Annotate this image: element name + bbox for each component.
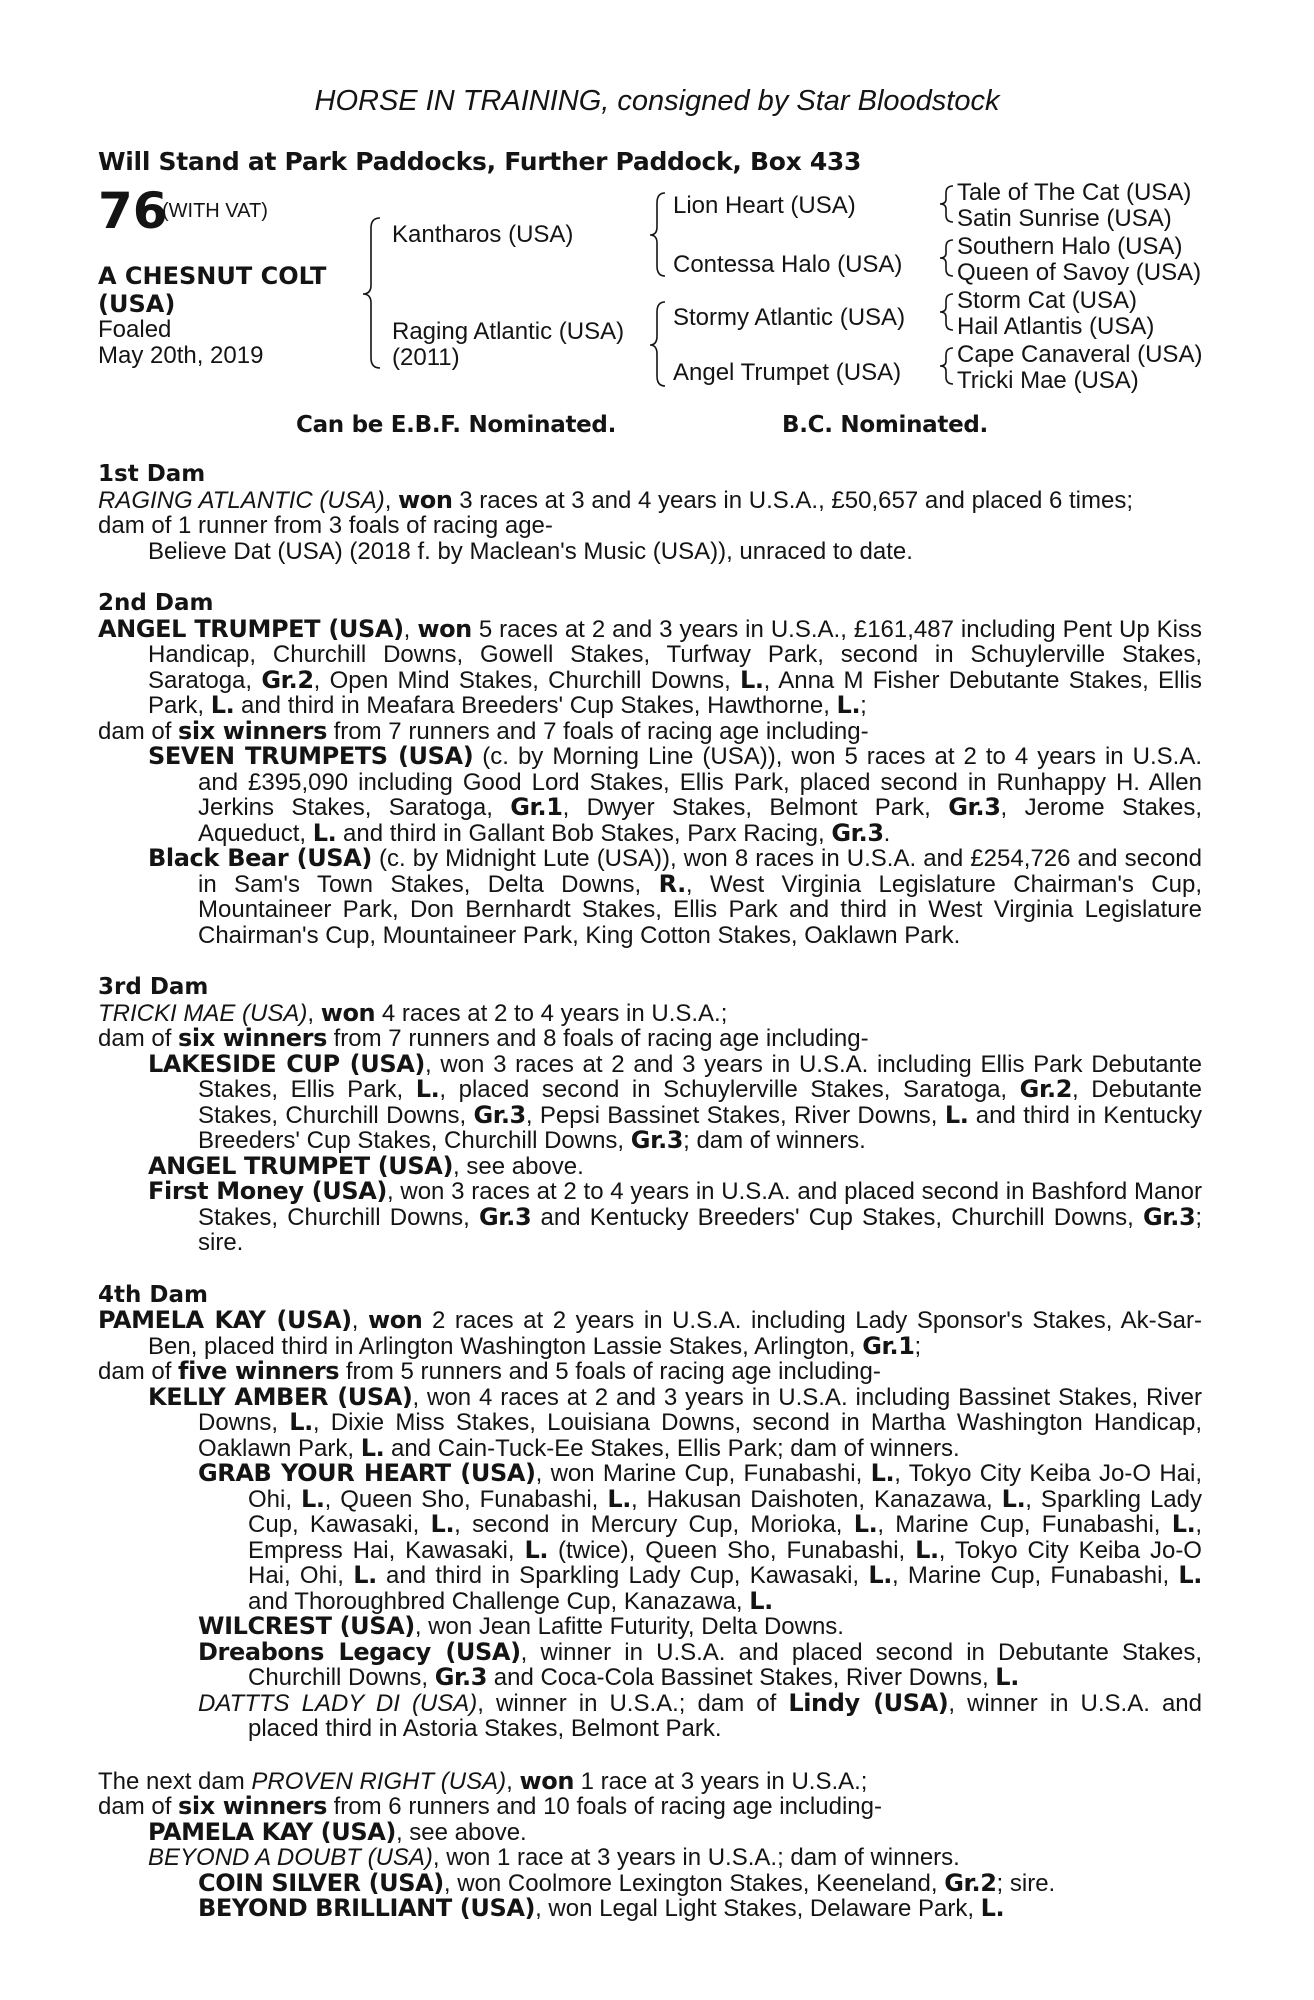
text-run: Believe Dat (USA) (2018 f. by Maclean's Music (USA)), unraced to date.: [148, 537, 913, 565]
pedigree-paragraph: [98, 1614, 1202, 1640]
g3-ancestor: Cape Canaveral (USA): [957, 341, 1203, 368]
text-run: and Coca-Cola Bassinet Stakes, River Downs,: [487, 1664, 996, 1691]
text-run: 1 race at 3 years in U.S.A.;: [574, 1767, 868, 1795]
text-run: , won Legal Light Stakes, Delaware Park,: [535, 1895, 981, 1922]
text-run: , second in Mercury Cup, Morioka,: [454, 1511, 854, 1538]
bold-text: KELLY AMBER (USA): [148, 1382, 413, 1411]
bold-text: LAKESIDE CUP (USA): [148, 1049, 425, 1078]
text-run: , Open Mind Stakes, Churchill Downs,: [313, 666, 740, 694]
text-run: The next dam: [98, 1767, 252, 1795]
italic-text: PROVEN RIGHT (USA): [251, 1767, 507, 1795]
bold-text: L.: [836, 691, 861, 719]
text-run: and Thoroughbred Challenge Cup, Kanazawa,: [248, 1587, 750, 1615]
bold-text: won: [398, 485, 453, 514]
text-run: , Empress Hai, Kawasaki,: [248, 1511, 1202, 1564]
text-run: , Anna M Fisher Debutante Stakes, Ellis Park,: [148, 666, 1202, 719]
g3-ancestor: Tale of The Cat (USA): [957, 179, 1192, 206]
bold-text: Gr.2: [944, 1868, 997, 1897]
dam-section: [98, 975, 1202, 1256]
foaled-label: Foaled: [98, 316, 172, 343]
text-run: , Marine Cup, Funabashi,: [877, 1511, 1172, 1538]
bold-text: L.: [1171, 1510, 1196, 1538]
bold-text: COIN SILVER (USA): [198, 1868, 444, 1897]
pedigree-paragraph: [98, 1049, 1203, 1154]
pedigree-paragraph: [98, 1151, 1202, 1180]
text-run: , Tokyo City Keiba Jo-O Hai, Ohi,: [248, 1460, 1202, 1513]
text-run: and Cain-Tuck-Ee Stakes, Ellis Park; dam of winners.: [384, 1434, 960, 1462]
stand-location: Will Stand at Park Paddocks, Further Paddock, Box 433: [98, 147, 862, 176]
text-run: (twice), Queen Sho, Funabashi,: [548, 1536, 916, 1564]
text-run: , Dixie Miss Stakes, Louisiana Downs, second in Martha Washington Handicap, Oaklawn Park,: [198, 1409, 1203, 1462]
text-run: , won Marine Cup, Funabashi,: [535, 1460, 871, 1487]
pedigree-paragraph: [98, 485, 1202, 514]
text-run: , placed second in Schuylerville Stakes, Saratoga,: [439, 1076, 1020, 1103]
pedigree-paragraph: [98, 1026, 1202, 1052]
bracket-g3-3: [940, 294, 953, 330]
text-run: , won 3 races at 2 to 4 years in U.S.A. and placed second in Bashford Manor Stakes, Churchill Downs,: [198, 1178, 1202, 1231]
bold-text: L.: [944, 1100, 969, 1129]
bold-text: L.: [870, 1459, 895, 1487]
pedigree-paragraph: [98, 1461, 1202, 1614]
text-run: from 7 runners and 8 foals of racing age including-: [326, 1025, 869, 1052]
text-run: and Kentucky Breeders' Cup Stakes, Churchill Downs,: [531, 1203, 1143, 1231]
sire-name: Kantharos (USA): [392, 221, 574, 248]
bracket-lot: [363, 218, 380, 368]
pedigree-paragraph: [98, 1308, 1202, 1359]
dam-year: (2011): [392, 344, 460, 371]
g3-ancestor: Satin Sunrise (USA): [957, 205, 1172, 232]
dam-heading: 2nd Dam: [98, 590, 214, 616]
bracket-g3-4: [940, 348, 953, 384]
dam-section: [98, 1766, 1202, 1922]
text-run: , see above.: [395, 1818, 527, 1846]
bold-text: won: [320, 998, 376, 1027]
bold-text: ANGEL TRUMPET (USA): [148, 1151, 454, 1180]
text-run: (c. by Morning Line (USA)), won 5 races at 2 to 4 years in U.S.A. and £395,090 including Good Lord Stakes, Ellis Park, placed second in Runhappy H. Allen Jerkins Stakes, Saratoga,: [198, 743, 1202, 821]
bc-nomination: B.C. Nominated.: [782, 412, 988, 438]
bold-text: L.: [289, 1408, 313, 1436]
italic-text: DATTTS LADY DI (USA): [198, 1689, 478, 1717]
text-run: dam of 1 runner from 3 foals of racing age-: [98, 512, 553, 539]
pedigree-paragraph: [98, 539, 1202, 565]
text-run: , Queen Sho, Funabashi,: [324, 1485, 608, 1513]
bold-text: Gr.3: [948, 793, 1001, 821]
text-run: from 7 runners and 7 foals of racing age including-: [326, 717, 869, 745]
bold-text: Gr.3: [1142, 1202, 1196, 1231]
bold-text: Black Bear (USA): [148, 844, 372, 872]
bold-text: won: [367, 1306, 423, 1334]
sire-dam: Contessa Halo (USA): [673, 251, 903, 278]
text-run: , winner in U.S.A. and placed third in Astoria Stakes, Belmont Park.: [248, 1689, 1202, 1742]
bold-text: L.: [312, 818, 337, 847]
bold-text: ANGEL TRUMPET (USA): [98, 614, 404, 643]
horse-country: (USA): [98, 290, 176, 318]
bold-text: six winners: [178, 1792, 327, 1820]
bold-text: L.: [868, 1561, 892, 1589]
pedigree-paragraph: [98, 1794, 1202, 1820]
text-run: and third in Kentucky Breeders' Cup Stakes, Churchill Downs,: [198, 1101, 1202, 1154]
bold-text: L.: [210, 691, 235, 719]
bold-text: won: [417, 614, 472, 643]
text-run: , West Virginia Legislature Chairman's Cup, Mountaineer Park, Don Bernhardt Stakes, Ellis Park and third in West Virginia Legislature Chairman's Cup, Mountaineer Park, King Cotton Stakes, Oaklawn Park.: [198, 870, 1202, 949]
text-run: , winner in U.S.A. and placed second in Debutante Stakes, Churchill Downs,: [248, 1638, 1202, 1691]
bold-text: L.: [430, 1510, 455, 1538]
bold-text: Gr.3: [473, 1100, 526, 1129]
text-run: , won 3 races at 2 and 3 years in U.S.A. including Ellis Park Debutante Stakes, Ellis Park,: [198, 1050, 1202, 1103]
text-run: dam of: [98, 1025, 179, 1052]
bold-text: five winners: [178, 1357, 340, 1385]
text-run: ;: [914, 1332, 922, 1360]
g3-ancestor: Hail Atlantis (USA): [957, 313, 1155, 340]
bold-text: Gr.2: [1019, 1075, 1073, 1103]
bold-text: First Money (USA): [148, 1177, 387, 1205]
pedigree-paragraph: [98, 1766, 1202, 1795]
bold-text: PAMELA KAY (USA): [148, 1817, 396, 1846]
text-run: ; dam of winners.: [683, 1127, 866, 1154]
text-run: and third in Gallant Bob Stakes, Parx Racing,: [336, 819, 832, 847]
dam-section: [98, 1283, 1202, 1742]
pedigree-paragraph: [98, 1845, 1202, 1871]
text-run: ,: [307, 999, 321, 1027]
italic-text: BEYOND A DOUBT (USA): [148, 1844, 433, 1871]
bold-text: WILCREST (USA): [198, 1612, 415, 1640]
dam-heading: 4th Dam: [98, 1281, 208, 1308]
g3-ancestor: Southern Halo (USA): [957, 233, 1183, 260]
text-run: , won Jean Lafitte Futurity, Delta Downs.: [414, 1613, 844, 1640]
bold-text: Gr.3: [434, 1663, 488, 1691]
bracket-sire: [650, 193, 665, 276]
bold-text: L.: [915, 1535, 939, 1564]
bold-text: L.: [749, 1586, 773, 1615]
bracket-dam: [650, 302, 665, 386]
text-run: , Jerome Stakes, Aqueduct,: [198, 794, 1202, 847]
text-run: , Pepsi Bassinet Stakes, River Downs,: [525, 1101, 945, 1129]
text-run: ,: [351, 1307, 368, 1334]
pedigree-paragraph: [98, 846, 1202, 948]
text-run: 5 races at 2 and 3 years in U.S.A., £161,487 including Pent Up Kiss Handicap, Churchill Downs, Gowell Stakes, Turfway Park, second in Schuylerville Stakes, Saratoga,: [148, 615, 1202, 694]
pedigree-paragraph: [98, 614, 1202, 719]
bold-text: L.: [607, 1484, 631, 1513]
text-run: , Debutante Stakes, Churchill Downs,: [198, 1076, 1203, 1129]
pedigree-paragraph: [98, 1359, 1202, 1385]
bold-text: Lindy (USA): [788, 1688, 949, 1717]
sire-sire: Lion Heart (USA): [673, 192, 856, 219]
dam-line-body: [98, 462, 1202, 1949]
bold-text: six winners: [178, 1024, 327, 1052]
bold-text: L.: [853, 1510, 878, 1538]
dam-section: [98, 591, 1202, 948]
bold-text: Gr.3: [831, 818, 884, 847]
text-run: .: [883, 819, 891, 847]
vat-note: (WITH VAT): [162, 200, 268, 222]
dam-section: [98, 462, 1202, 564]
bold-text: L.: [360, 1433, 385, 1462]
text-run: and third in Meafara Breeders' Cup Stakes, Hawthorne,: [234, 692, 837, 719]
bold-text: Gr.1: [510, 793, 563, 821]
pedigree-paragraph: [98, 744, 1202, 846]
pedigree-paragraph: [98, 1817, 1202, 1846]
text-run: ,: [384, 486, 399, 514]
pedigree-paragraph: [98, 1896, 1202, 1922]
pedigree-paragraph: [98, 1382, 1203, 1462]
dam-dam: Angel Trumpet (USA): [673, 359, 902, 386]
dam-sire: Stormy Atlantic (USA): [673, 304, 906, 331]
text-run: ;: [860, 692, 867, 719]
bold-text: R.: [658, 869, 686, 898]
text-run: 4 races at 2 to 4 years in U.S.A.;: [375, 999, 728, 1027]
text-run: dam of: [98, 1793, 179, 1820]
bold-text: L.: [300, 1484, 325, 1513]
italic-text: TRICKI MAE (USA): [98, 999, 308, 1027]
text-run: ,: [403, 615, 418, 643]
bold-text: GRAB YOUR HEART (USA): [198, 1459, 536, 1487]
bracket-g3-2: [940, 240, 953, 276]
bold-text: Gr.3: [478, 1202, 532, 1231]
text-run: , Tokyo City Keiba Jo-O Hai, Ohi,: [248, 1536, 1202, 1589]
g3-ancestor: Queen of Savoy (USA): [957, 259, 1202, 286]
text-run: ,: [506, 1767, 520, 1795]
g3-ancestor: Storm Cat (USA): [957, 287, 1138, 314]
bold-text: L.: [740, 665, 764, 694]
text-run: 2 races at 2 years in U.S.A. including Lady Sponsor's Stakes, Ak-Sar-Ben, placed third in Arlington Washington Lassie Stakes, Arlington,: [148, 1307, 1202, 1360]
lot-number: 76: [98, 182, 168, 240]
text-run: 3 races at 3 and 4 years in U.S.A., £50,657 and placed 6 times;: [452, 486, 1133, 514]
text-run: and third in Sparkling Lady Cup, Kawasaki,: [376, 1562, 869, 1589]
bold-text: SEVEN TRUMPETS (USA): [148, 742, 474, 770]
text-run: , won 4 races at 2 and 3 years in U.S.A. including Bassinet Stakes, River Downs,: [198, 1383, 1202, 1436]
consignment-line: HORSE IN TRAINING, consigned by Star Bloodstock: [314, 85, 1000, 117]
text-run: dam of: [98, 1358, 179, 1385]
pedigree-paragraph: [98, 1179, 1202, 1256]
horse-title: A CHESNUT COLT: [98, 262, 327, 290]
text-run: ; sire.: [996, 1869, 1056, 1897]
bold-text: L.: [1178, 1561, 1203, 1589]
bold-text: L.: [980, 1894, 1005, 1922]
bold-text: BEYOND BRILLIANT (USA): [198, 1894, 536, 1922]
text-run: , Dwyer Stakes, Belmont Park,: [562, 794, 949, 821]
pedigree-paragraph: [98, 998, 1202, 1027]
text-run: , winner in U.S.A.; dam of: [477, 1689, 789, 1717]
pedigree-paragraph: [98, 1868, 1202, 1897]
bold-text: L.: [353, 1561, 377, 1589]
pedigree-paragraph: [98, 1688, 1202, 1742]
text-run: , won 1 race at 3 years in U.S.A.; dam of winners.: [432, 1844, 960, 1871]
italic-text: RAGING ATLANTIC (USA): [98, 486, 385, 514]
pedigree-paragraph: [98, 716, 1202, 745]
text-run: (c. by Midnight Lute (USA)), won 8 races in U.S.A. and £254,726 and second in Sam's Town Stakes, Delta Downs,: [198, 845, 1202, 898]
text-run: , Sparkling Lady Cup, Kawasaki,: [248, 1485, 1202, 1538]
text-run: , won Coolmore Lexington Stakes, Keeneland,: [443, 1869, 945, 1897]
bracket-g3-1: [940, 186, 953, 222]
bold-text: Gr.3: [630, 1126, 684, 1154]
bold-text: PAMELA KAY (USA): [98, 1306, 352, 1334]
bold-text: Dreabons Legacy (USA): [198, 1637, 521, 1666]
bold-text: L.: [524, 1535, 549, 1564]
pedigree-paragraph: [98, 513, 1202, 539]
text-run: dam of: [98, 717, 179, 745]
text-run: , see above.: [453, 1152, 584, 1180]
bold-text: six winners: [178, 716, 327, 745]
pedigree-paragraph: [98, 1637, 1202, 1691]
text-run: from 5 runners and 5 foals of racing age including-: [339, 1358, 881, 1385]
dam-name: Raging Atlantic (USA): [392, 318, 625, 345]
bold-text: Gr.1: [862, 1331, 915, 1360]
bold-text: L.: [415, 1075, 440, 1103]
ebf-nomination: Can be E.B.F. Nominated.: [296, 412, 617, 438]
foaled-date: May 20th, 2019: [98, 342, 264, 369]
dam-heading: 1st Dam: [98, 461, 206, 487]
bold-text: Gr.2: [261, 665, 314, 694]
text-run: ; sire.: [198, 1203, 1202, 1256]
g3-ancestor: Tricki Mae (USA): [957, 367, 1139, 394]
text-run: , Hakusan Daishoten, Kanazawa,: [630, 1485, 1002, 1513]
bold-text: won: [519, 1766, 574, 1795]
bold-text: L.: [995, 1663, 1019, 1691]
dam-heading: 3rd Dam: [98, 974, 209, 1000]
text-run: , Marine Cup, Funabashi,: [891, 1562, 1179, 1589]
text-run: from 6 runners and 10 foals of racing age including-: [326, 1793, 882, 1820]
bold-text: L.: [1001, 1484, 1026, 1513]
